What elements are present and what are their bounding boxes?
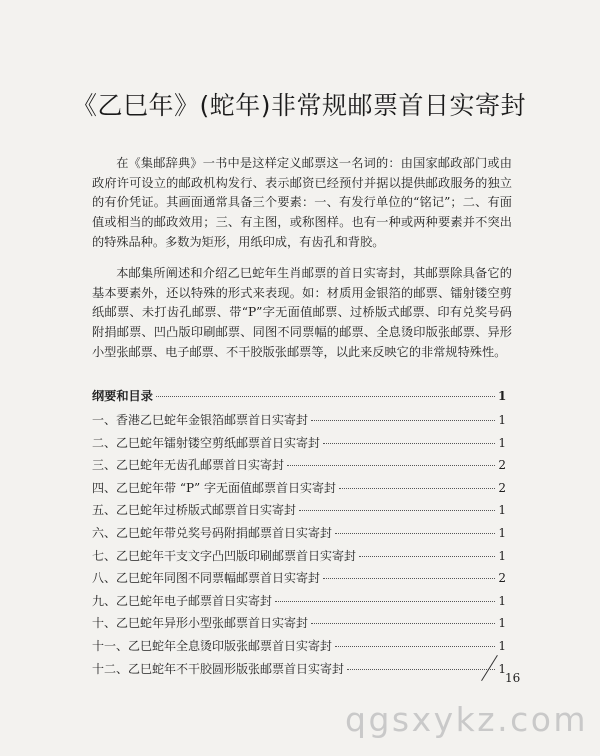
toc-item-label: 十一、乙巳蛇年全息烫印版张邮票首日实寄封 xyxy=(92,638,333,653)
toc-item xyxy=(92,456,506,479)
toc-item-page: 2 xyxy=(498,480,506,495)
toc-item-label: 四、乙巳蛇年带 “P” 字无面值邮票首日实寄封 xyxy=(92,480,336,495)
toc-item-label: 二、乙巳蛇年镭射镂空剪纸邮票首日实寄封 xyxy=(92,435,321,450)
toc-item-page: 1 xyxy=(498,525,506,540)
toc-item-label: 一、香港乙巳蛇年金银箔邮票首日实寄封 xyxy=(92,413,309,427)
intro-paragraph xyxy=(92,154,512,253)
toc-heading-label: 纲要和目录 xyxy=(92,389,153,403)
toc-item-label: 三、乙巳蛇年无齿孔邮票首日实寄封 xyxy=(92,458,285,473)
toc-leader xyxy=(275,600,495,602)
toc-item-page: 1 xyxy=(498,638,506,653)
toc-item-label: 六、乙巳蛇年带兑奖号码附捐邮票首日实寄封 xyxy=(92,525,333,540)
toc-leader xyxy=(156,395,495,397)
toc-leader xyxy=(335,645,495,647)
toc-item-page: 1 xyxy=(498,616,506,631)
toc-item-page: 1 xyxy=(498,413,506,427)
toc-heading-page: 1 xyxy=(498,389,507,403)
toc-item-label: 八、乙巳蛇年同图不同票幅邮票首日实寄封 xyxy=(92,571,321,586)
toc-leader xyxy=(339,487,495,489)
toc-leader xyxy=(323,577,495,579)
toc-item xyxy=(92,614,506,637)
toc-item-label: 五、乙巳蛇年过桥版式邮票首日实寄封 xyxy=(92,503,297,518)
page-title: 《乙巳年》(蛇年)非常规邮票首日实寄封 xyxy=(72,91,527,120)
toc-leader xyxy=(359,555,495,557)
toc-item xyxy=(92,434,506,457)
toc-item xyxy=(92,479,506,502)
toc-item-label: 十、乙巳蛇年异形小型张邮票首日实寄封 xyxy=(92,616,309,631)
toc-leader xyxy=(311,419,495,421)
toc-item-page: 1 xyxy=(498,661,506,676)
toc-leader xyxy=(287,464,495,466)
toc-item xyxy=(92,547,506,570)
toc-item-page: 2 xyxy=(498,571,506,586)
toc-leader xyxy=(311,622,495,624)
table-of-contents xyxy=(92,411,506,682)
toc-item-label: 十二、乙巳蛇年不干胶圆形版张邮票首日实寄封 xyxy=(92,661,345,676)
toc-item xyxy=(92,411,506,434)
toc-leader xyxy=(299,509,495,511)
description-paragraph-text: 本邮集所阐述和介绍乙巳蛇年生肖邮票的首日实寄封，其邮票除具备它的基本要素外，还以特殊的形式来表现。如：材质用金银箔的邮票、镭射镂空剪纸邮票、未打齿孔邮票、带“P”字无面值邮票、过桥版式邮票、印有兑奖号码附捐邮票、凹凸版印刷邮票、同图不同票幅的邮票、全息烫印版张邮票、异形小型张邮票、电子邮票、不干胶版张邮票等，以此来反映它的非常规特殊性。 xyxy=(92,266,512,359)
toc-leader xyxy=(323,442,495,444)
toc-item-page: 1 xyxy=(498,503,506,518)
toc-item-page: 1 xyxy=(498,593,506,608)
toc-item-page: 1 xyxy=(498,548,506,563)
toc-item xyxy=(92,501,506,524)
toc-item xyxy=(92,660,506,683)
toc-item xyxy=(92,637,506,660)
toc-item-label: 七、乙巳蛇年干支文字凸凹版印刷邮票首日实寄封 xyxy=(92,548,357,563)
toc-leader xyxy=(347,668,495,670)
toc-item-page: 1 xyxy=(498,435,506,450)
toc-leader xyxy=(335,532,495,534)
toc-item-label: 九、乙巳蛇年电子邮票首日实寄封 xyxy=(92,593,273,608)
toc-heading xyxy=(92,387,506,404)
watermark: qgsxykz.com xyxy=(345,700,589,739)
page-number: 16 xyxy=(505,671,521,685)
toc-item xyxy=(92,592,506,615)
toc-item-page: 2 xyxy=(498,458,506,473)
description-paragraph xyxy=(92,264,512,363)
intro-paragraph-text: 在《集邮辞典》一书中是这样定义邮票这一名词的：由国家邮政部门或由政府许可设立的邮政机构发行、表示邮资已经预付并据以提供邮政服务的独立的有价凭证。其画面通常具备三个要素：一、有发行单位的“铭记”；二、有面值或相当的邮政效用；三、有主图，或称图样。也有一种或两种要素并不突出的特殊品种。多数为矩形，用纸印成，有齿孔和背胶。 xyxy=(92,156,512,249)
toc-item xyxy=(92,569,506,592)
toc-item xyxy=(92,524,506,547)
